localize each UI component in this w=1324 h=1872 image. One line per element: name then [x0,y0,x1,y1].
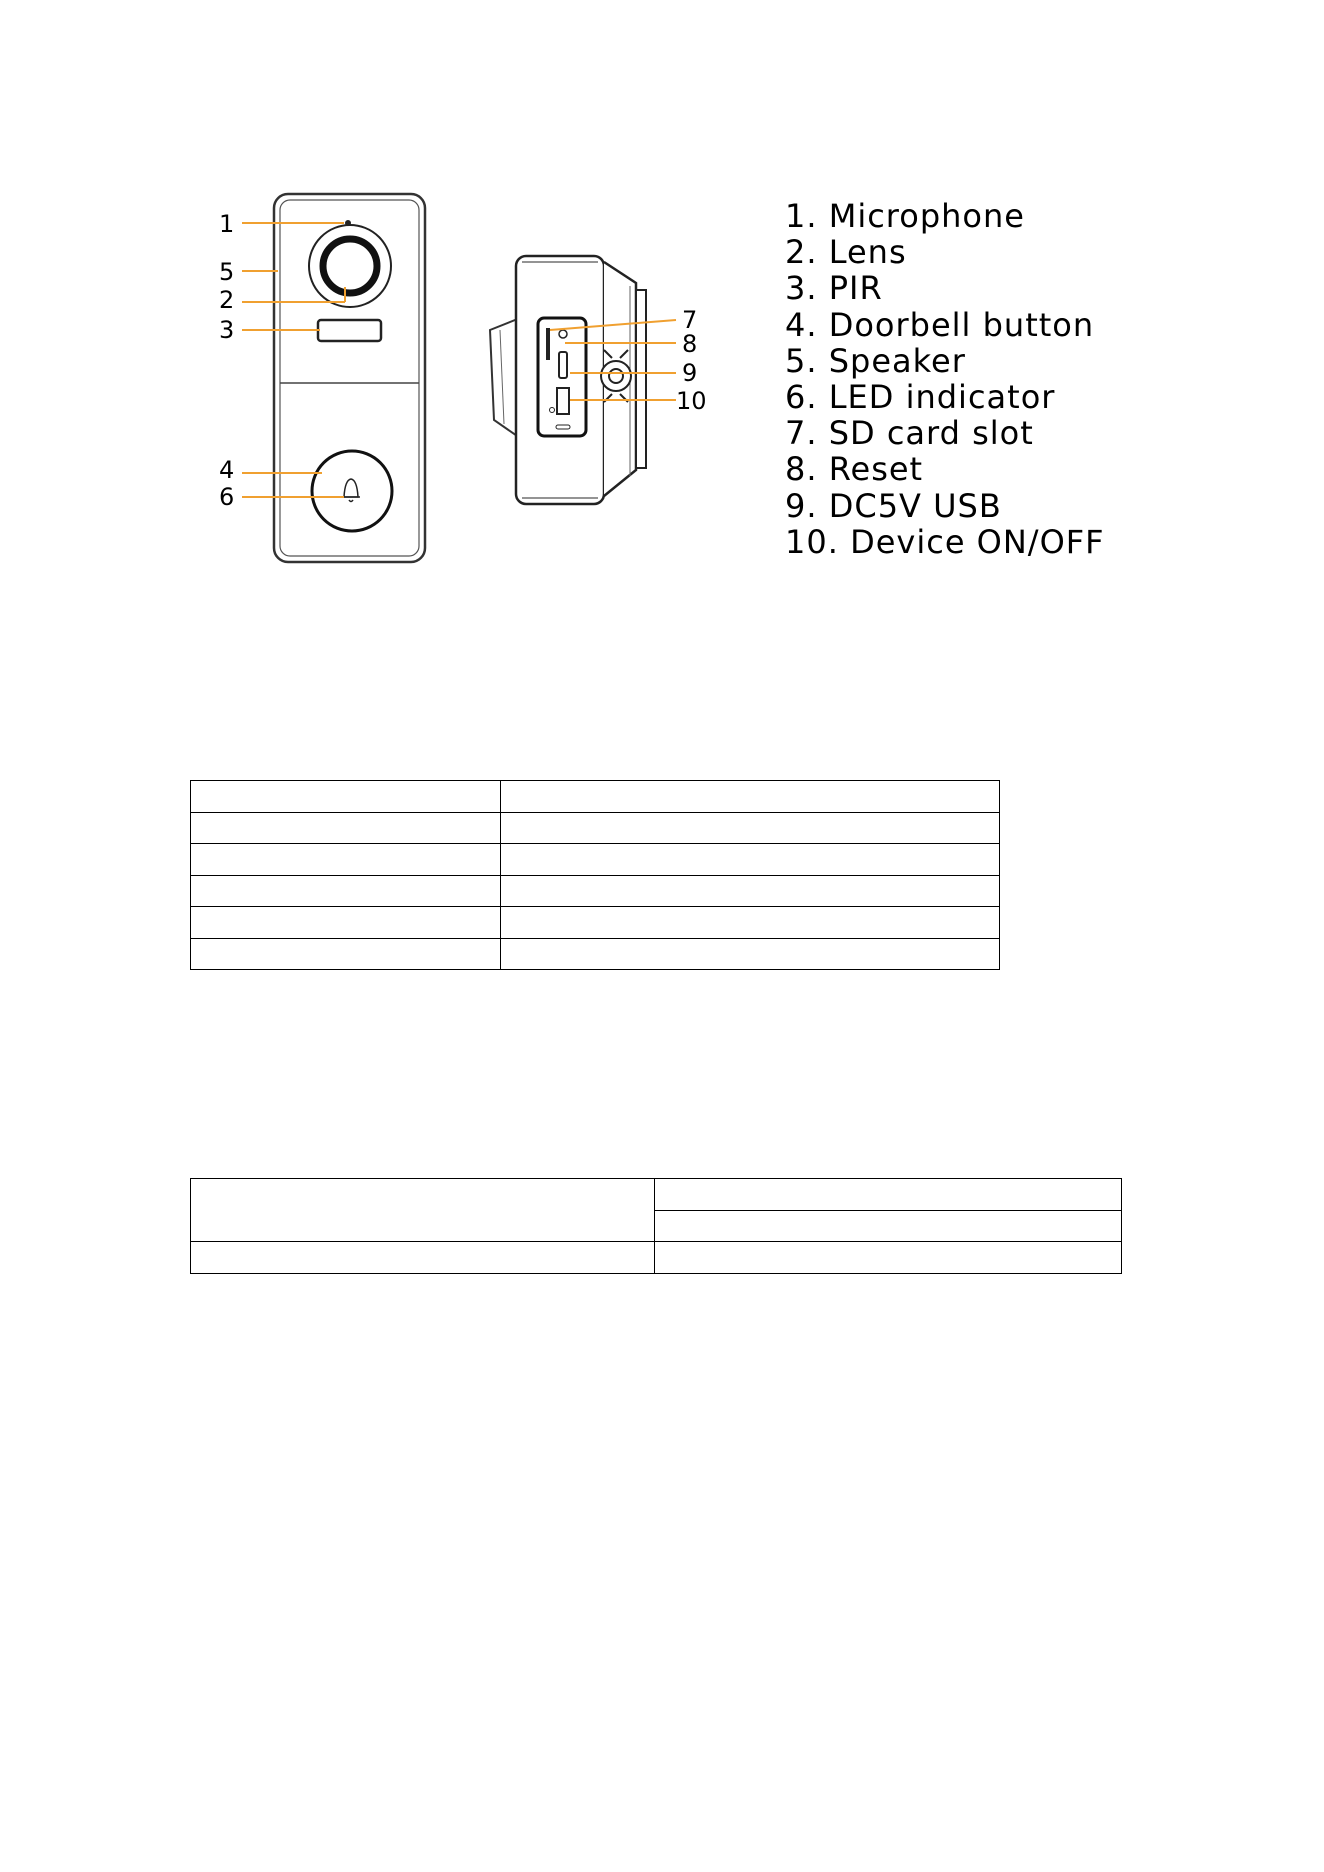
table-cell [501,812,1000,844]
table-cell [655,1179,1122,1211]
table-cell [191,938,501,970]
table-cell [191,781,501,813]
reset-hole [559,330,567,338]
pir-sensor [318,320,381,341]
table-cell [191,875,501,907]
spec-table-1 [190,780,1000,970]
table-cell [191,844,501,876]
parts-legend [785,198,1105,560]
callout-2: 2 [219,286,235,314]
callout-7: 7 [682,306,698,334]
table-row [191,844,1000,876]
table-row [191,938,1000,970]
callout-4: 4 [219,456,235,484]
legend-item: 2. Lens [785,233,907,272]
legend-item: 5. Speaker [785,341,966,380]
table-cell [191,1179,655,1242]
doorbell-front-view [219,194,425,562]
callout-6: 6 [219,483,235,511]
table-cell [655,1242,1122,1274]
spec-table-2 [190,1178,1122,1274]
table-row [191,1179,1122,1211]
table-cell [191,812,501,844]
callout-1: 1 [219,210,235,238]
table-cell [191,907,501,939]
table-row [191,907,1000,939]
table-cell [501,844,1000,876]
table-cell [501,875,1000,907]
legend-item: 7. SD card slot [785,414,1034,453]
legend-item: 9. DC5V USB [785,486,1002,525]
table-cell [191,1242,655,1274]
doorbell-side-view [490,256,707,504]
table-row [191,875,1000,907]
table-row [191,812,1000,844]
sd-card-slot [546,328,550,360]
table-cell [655,1210,1122,1242]
callout-10: 10 [676,387,707,415]
table-row [191,1242,1122,1274]
lens [323,239,377,293]
power-switch [557,388,569,414]
table-cell [501,938,1000,970]
legend-item: 10. Device ON/OFF [785,522,1105,561]
usb-port [559,352,567,378]
doorbell-button [312,451,392,531]
callout-8: 8 [682,330,698,358]
callout-5: 5 [219,258,235,286]
table-row [191,781,1000,813]
callout-3: 3 [219,316,235,344]
table-cell [501,781,1000,813]
legend-item: 4. Doorbell button [785,305,1095,344]
legend-item: 6. LED indicator [785,378,1056,417]
product-diagram [0,0,1324,600]
legend-item: 3. PIR [785,269,883,308]
table-cell [501,907,1000,939]
legend-item: 1. Microphone [785,197,1025,235]
legend-item: 8. Reset [785,450,924,489]
callout-9: 9 [682,359,698,387]
